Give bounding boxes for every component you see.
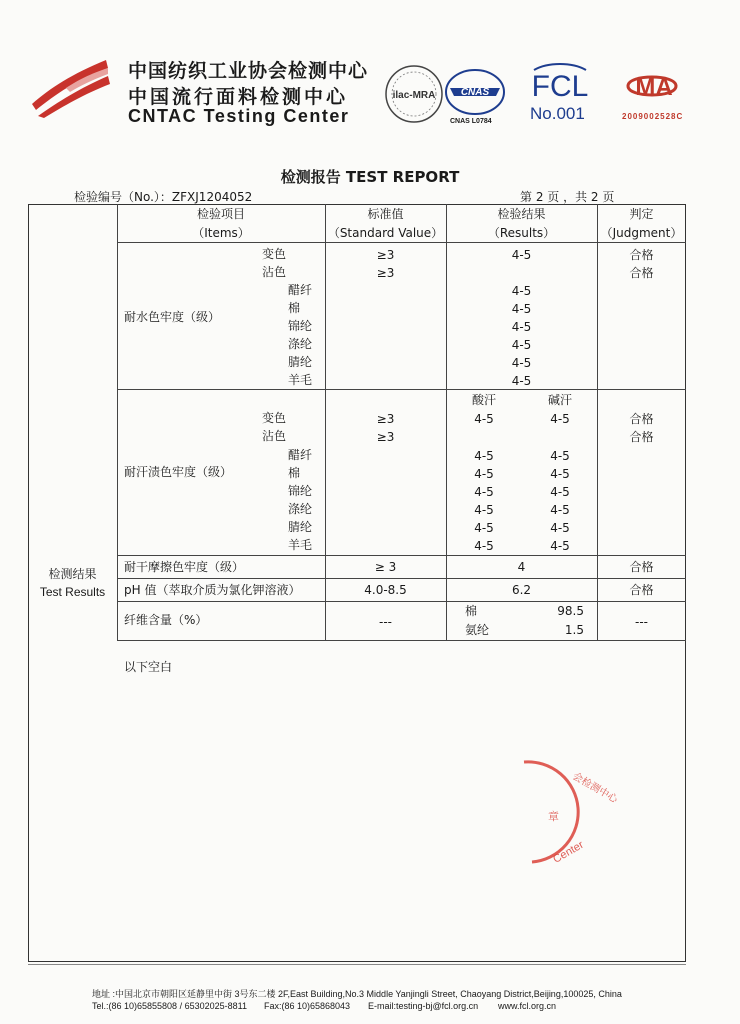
water-std-stain: ≥3 (376, 266, 395, 280)
sweat-fiber-label: 腈纶 (288, 520, 313, 534)
sweat-fiber-label: 羊毛 (288, 538, 313, 552)
sweat-judgment-stain: 合格 (629, 430, 654, 444)
water-std-change: ≥3 (376, 248, 395, 262)
table-rule (117, 204, 118, 640)
table-rule (117, 242, 686, 243)
footer-tel: Tel.:(86 10)65855808 / 65302025-8811 (92, 1001, 247, 1011)
left-label-cn: 检测结果 (48, 567, 97, 581)
org-name-en: CNTAC Testing Center (128, 106, 350, 126)
dry-rub-item-label: 耐干摩擦色牢度（级） (124, 560, 245, 574)
fcl-number: No.001 (530, 104, 585, 123)
blank-note: 以下空白 (124, 660, 173, 674)
water-item-label: 耐水色牢度（级） (124, 310, 221, 324)
seal-stamp-icon (510, 756, 620, 868)
seal-mid-text: 章 (548, 810, 559, 823)
sweat-std-change: ≥3 (376, 412, 395, 426)
org-name-cn-2: 中国流行面料检测中心 (128, 86, 349, 108)
cma-number: 2009002528C (622, 112, 684, 121)
sweat-alkali-result: 4-5 (550, 449, 570, 463)
water-staining-label: 沾色 (262, 265, 287, 279)
sweat-alkali-label: 碱汗 (547, 393, 572, 407)
table-rule (117, 555, 686, 556)
footer-address: 地址 :中国北京市朝阳区延静里中街 3号东二楼 2F,East Building,No.3 Middle Yanjingli Street, Chaoyang District,Beijing,100025, China (92, 989, 622, 999)
cntac-logo-icon (28, 52, 112, 118)
water-fiber-result: 4-5 (511, 320, 532, 334)
sweat-fiber-label: 涤纶 (288, 502, 313, 516)
sweat-alkali-result: 4-5 (550, 467, 570, 481)
water-fiber-result: 4-5 (511, 338, 532, 352)
water-fiber-result: 4-5 (511, 374, 532, 388)
sweat-std-stain: ≥3 (376, 430, 395, 444)
header-items-en: （Items） (192, 226, 250, 240)
sweat-acid-result: 4-5 (474, 467, 494, 481)
dry-rub-std: ≥ 3 (374, 560, 397, 574)
water-judgment-change: 合格 (629, 248, 654, 262)
fiber-content-item-label: 纤维含量（%） (124, 613, 208, 627)
sweat-alkali-result: 4-5 (550, 521, 570, 535)
footer-web: www.fcl.org.cn (498, 1001, 557, 1011)
header-judgment-cn: 判定 (629, 207, 654, 221)
ph-std: 4.0-8.5 (364, 583, 407, 597)
cnas-logo-icon (444, 66, 506, 118)
footer-divider (28, 964, 686, 965)
sweat-color-change-label: 变色 (262, 411, 287, 425)
sweat-item-label: 耐汗渍色牢度（级） (124, 465, 233, 479)
fcl-logo-icon (528, 62, 592, 104)
water-color-change-label: 变色 (262, 247, 287, 261)
fiber-content-value: 1.5 (564, 623, 584, 637)
ph-item-label: pH 值（萃取介质为氯化钾溶液） (124, 583, 301, 597)
header-standard-cn: 标准值 (367, 207, 404, 221)
sweat-fiber-label: 锦纶 (288, 484, 313, 498)
fiber-content-std: --- (379, 615, 392, 629)
water-result-change: 4-5 (511, 248, 532, 262)
footer-email: E-mail:testing-bj@fcl.org.cn (368, 1001, 479, 1011)
cma-label: MA (635, 74, 673, 101)
header-judgment-en: （Judgment） (600, 226, 683, 240)
org-name-cn-1: 中国纺织工业协会检测中心 (128, 60, 369, 82)
water-fiber-result: 4-5 (511, 356, 532, 370)
page-info: 第 2 页 ，共 2 页 (520, 190, 615, 204)
sweat-staining-label: 沾色 (262, 429, 287, 443)
water-fiber-result: 4-5 (511, 302, 532, 316)
ilac-mra-logo-icon (384, 64, 444, 124)
fiber-content-value: 98.5 (557, 604, 584, 618)
footer-fax: Fax:(86 10)65868043 (264, 1001, 351, 1011)
dry-rub-judgment: 合格 (629, 560, 654, 574)
sweat-alkali-result: 4-5 (550, 503, 570, 517)
cma-logo-icon (620, 66, 684, 108)
ilac-label: ilac-MRA (392, 90, 436, 101)
sweat-acid-result: 4-5 (474, 521, 494, 535)
water-fiber-label: 腈纶 (288, 355, 313, 369)
water-judgment-stain: 合格 (629, 266, 654, 280)
cnas-label: CNAS (460, 87, 490, 98)
header-results-en: （Results） (487, 226, 556, 240)
table-rule (446, 204, 447, 640)
header-results-cn: 检验结果 (497, 207, 546, 221)
table-rule (117, 389, 686, 390)
sweat-judgment-change: 合格 (629, 412, 654, 426)
table-rule (117, 640, 686, 641)
fiber-content-name: 氨纶 (465, 623, 490, 637)
water-fiber-label: 涤纶 (288, 337, 313, 351)
sweat-acid-result: 4-5 (474, 485, 494, 499)
sweat-acid-result: 4-5 (474, 503, 494, 517)
sweat-alkali-change: 4-5 (550, 412, 570, 426)
fiber-content-judgment: --- (635, 615, 648, 629)
left-label-en: Test Results (39, 585, 106, 599)
cnas-number: CNAS L0784 (450, 118, 492, 125)
sweat-alkali-result: 4-5 (550, 539, 570, 553)
sweat-acid-change: 4-5 (474, 412, 494, 426)
dry-rub-result: 4 (517, 560, 526, 574)
fcl-label: FCL (531, 70, 589, 103)
report-number: 检验编号（No.）：ZFXJ1204052 (74, 190, 253, 204)
water-fiber-label: 锦纶 (288, 319, 313, 333)
fiber-content-name: 棉 (465, 604, 478, 618)
table-rule (117, 601, 686, 602)
water-fiber-result: 4-5 (511, 284, 532, 298)
seal-en-text: Center (551, 838, 586, 866)
ph-judgment: 合格 (629, 583, 654, 597)
sweat-acid-label: 酸汗 (471, 393, 496, 407)
sweat-acid-result: 4-5 (474, 449, 494, 463)
water-fiber-label: 棉 (288, 301, 301, 315)
sweat-fiber-label: 棉 (288, 466, 301, 480)
ph-result: 6.2 (511, 583, 532, 597)
seal-top-text: 会检测中心 (570, 771, 620, 806)
header-standard-en: （Standard Value） (327, 226, 444, 240)
water-fiber-label: 羊毛 (288, 373, 313, 387)
report-title: 检测报告 TEST REPORT (280, 168, 460, 186)
water-fiber-label: 醋纤 (288, 283, 313, 297)
sweat-alkali-result: 4-5 (550, 485, 570, 499)
table-rule (117, 578, 686, 579)
sweat-fiber-label: 醋纤 (288, 448, 313, 462)
sweat-acid-result: 4-5 (474, 539, 494, 553)
header-items-cn: 检验项目 (196, 207, 245, 221)
